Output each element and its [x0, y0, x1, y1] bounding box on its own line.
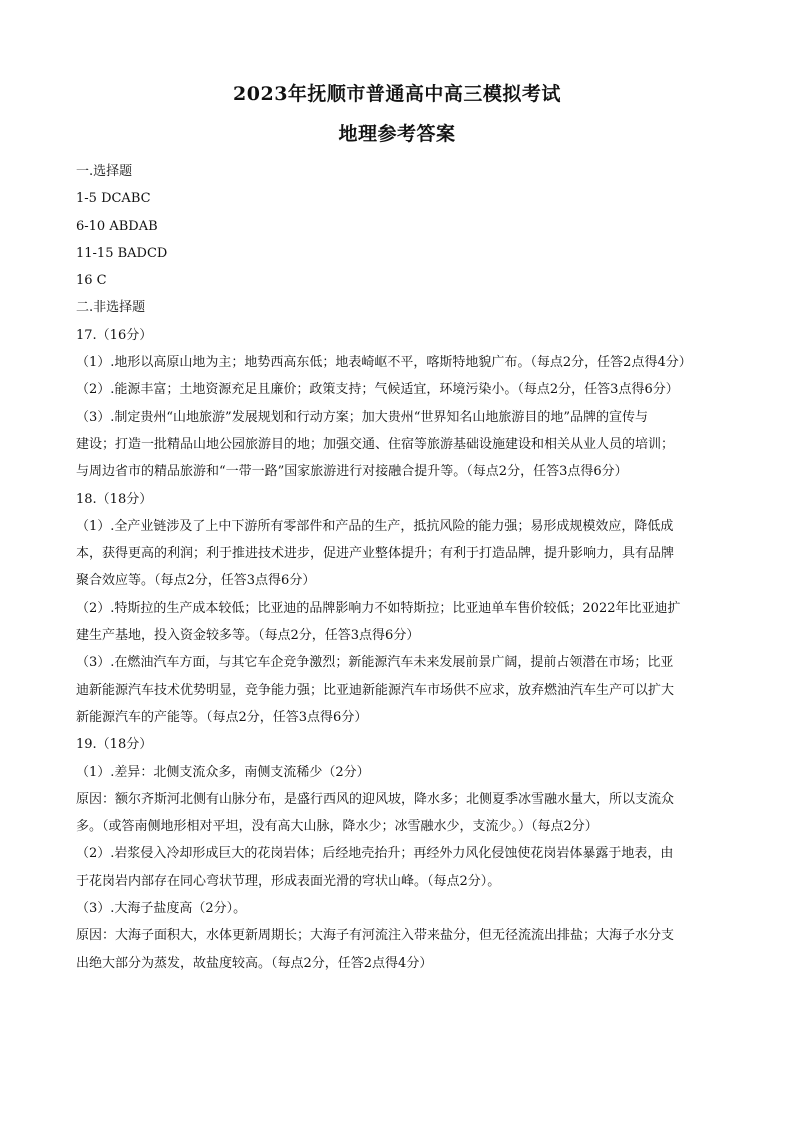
exam-title: 2023年抚顺市普通高中高三模拟考试 — [233, 83, 561, 105]
question-heading: 17.（16分） — [76, 327, 153, 343]
answer-text: 本，获得更高的利润；利于推进技术进步，促进产业整体提升；有利于打造品牌，提升影响力，具有品牌 — [76, 546, 675, 562]
answer-text: （2）.岩浆侵入冷却形成巨大的花岗岩体；后经地壳抬升；再经外力风化侵蚀使花岗岩体暴露于地表，由 — [76, 846, 674, 862]
answer-text: 建设；打造一批精品山地公园旅游目的地；加强交通、住宿等旅游基础设施建设和相关从业人员的培训； — [76, 436, 675, 452]
answer-text: 迪新能源汽车技术优势明显，竞争能力强；比亚迪新能源汽车市场供不应求，放弃燃油汽车生产可以扩大 — [76, 682, 675, 698]
answer-text: 多。（或答南侧地形相对平坦，没有高大山脉，降水少；冰雪融水少，支流少。）（每点2分） — [76, 819, 598, 835]
answer-text: 原因：大海子面积大，水体更新周期长；大海子有河流注入带来盐分，但无径流流出排盐；大海子水分支 — [76, 928, 675, 944]
answer-text: 新能源汽车的产能等。（每点2分，任答3点得6分） — [76, 709, 368, 725]
section-heading: 二.非选择题 — [76, 300, 146, 316]
question-heading: 18.（18分） — [76, 491, 153, 507]
answer-row: 1-5 DCABC — [76, 191, 151, 207]
answer-text: （3）.在燃油汽车方面，与其它车企竞争激烈；新能源汽车未来发展前景广阔，提前占领潜在市场；比亚 — [76, 655, 674, 671]
answer-text: 与周边省市的精品旅游和“一带一路”国家旅游进行对接融合提升等。（每点2分，任答3点得6分） — [76, 464, 628, 480]
answer-row: 6-10 ABDAB — [76, 218, 158, 234]
answer-text: 聚合效应等。（每点2分，任答3点得6分） — [76, 573, 316, 589]
answer-text: 出绝大部分为蒸发，故盐度较高。（每点2分，任答2点得4分） — [76, 955, 433, 971]
answer-text: （3）.大海子盐度高（2分）。 — [76, 901, 247, 917]
answer-row: 11-15 BADCD — [76, 245, 168, 261]
answer-text: 原因：额尔齐斯河北侧有山脉分布，是盛行西风的迎风坡，降水多；北侧夏季冰雪融水量大，所以支流众 — [76, 791, 675, 807]
answer-text: 于花岗岩内部存在同心弯状节理，形成表面光滑的穹状山峰。（每点2分）。 — [76, 873, 501, 889]
document-body — [76, 158, 720, 977]
section-heading: 一.选择题 — [76, 164, 133, 179]
answer-text: （3）.制定贵州“山地旅游”发展规划和行动方案；加大贵州“世界知名山地旅游目的地”品牌的宣传与 — [76, 409, 648, 425]
answer-text: 建生产基地，投入资金较多等。（每点2分，任答3点得6分） — [76, 628, 420, 644]
answer-text: （1）.全产业链涉及了上中下游所有零部件和产品的生产，抵抗风险的能力强；易形成规模效应，降低成 — [76, 518, 674, 534]
question-heading: 19.（18分） — [76, 737, 153, 753]
answer-text: （1）.差异：北侧支流众多，南侧支流稀少（2分） — [76, 764, 370, 780]
answer-title: 地理参考答案 — [338, 123, 456, 145]
answer-text: （2）.特斯拉的生产成本较低；比亚迪的品牌影响力不如特斯拉；比亚迪单车售价较低；2022年比亚迪扩 — [76, 600, 681, 616]
answer-text: （2）.能源丰富；土地资源充足且廉价；政策支持；气候适宜，环境污染小。（每点2分，任答3点得6分） — [76, 382, 679, 398]
answer-text: （1）.地形以高原山地为主；地势西高东低；地表崎岖不平，喀斯特地貌广布。（每点2分，任答2点得4分） — [76, 355, 692, 371]
answer-row: 16 C — [76, 273, 107, 289]
